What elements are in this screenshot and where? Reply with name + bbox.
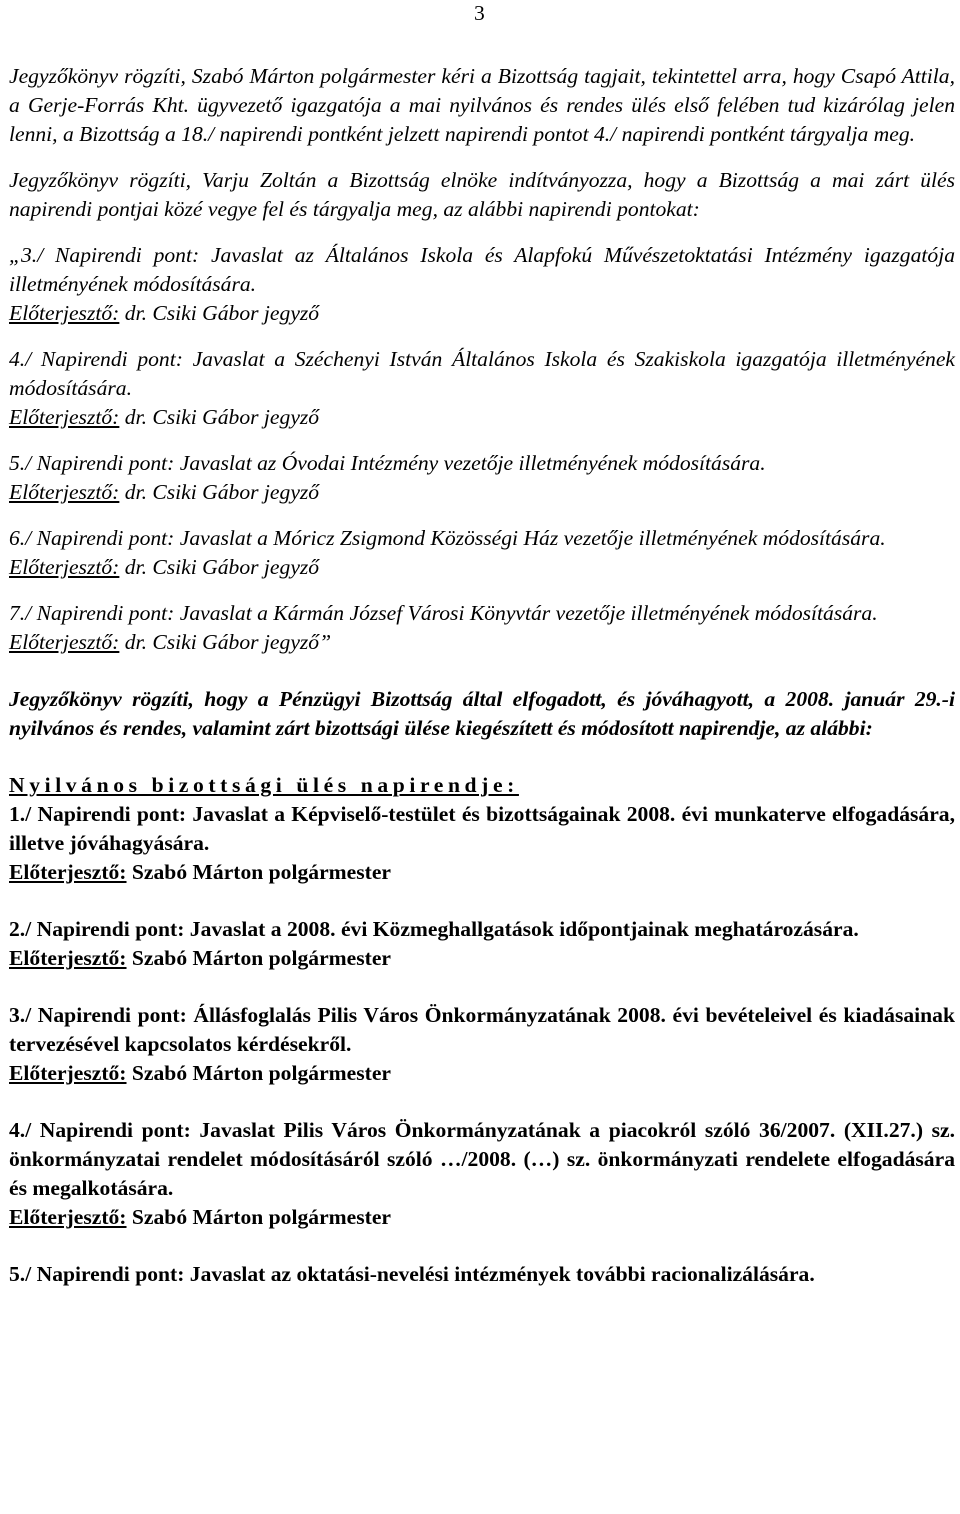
closed-item-text: 7./ Napirendi pont: Javaslat a Kármán József Városi Könyvtár vezetője illetményének módosítására. bbox=[9, 601, 878, 625]
presenter-label: Előterjesztő: bbox=[9, 946, 127, 970]
presenter-label: Előterjesztő: bbox=[9, 1205, 127, 1229]
public-heading-text: Nyilvános bizottsági ülés napirendje: bbox=[9, 773, 519, 797]
closed-item-presenter bbox=[9, 299, 955, 328]
public-item-2 bbox=[9, 915, 955, 973]
presenter-name: Szabó Márton polgármester bbox=[126, 1205, 391, 1229]
public-item-text: 2./ Napirendi pont: Javaslat a 2008. évi Közmeghallgatások időpontjainak meghatározására. bbox=[9, 917, 859, 941]
document-body bbox=[9, 62, 955, 1289]
presenter-name: dr. Csiki Gábor jegyző bbox=[119, 301, 320, 325]
closed-item-presenter bbox=[9, 403, 955, 432]
intro-paragraph-2: Jegyzőkönyv rögzíti, Varju Zoltán a Bizottság elnöke indítványozza, hogy a Bizottság a mai zárt ülés napirendi pontjai közé vegye fel és tárgyalja meg, az alábbi napirendi pontokat: bbox=[9, 168, 955, 221]
presenter-label: Előterjesztő: bbox=[9, 860, 127, 884]
closed-item-1 bbox=[9, 241, 955, 328]
presenter-name: Szabó Márton polgármester bbox=[126, 1061, 391, 1085]
intro-paragraph-1: Jegyzőkönyv rögzíti, Szabó Márton polgármester kéri a Bizottság tagjait, tekintettel arra, hogy Csapó Attila, a Gerje-Forrás Kht. ügyvezető igazgatója a mai nyilvános és rendes ülés első felében tud kizárólag jelen lenni, a Bizottság a 18./ napirendi pontként jelzett napirendi pontot 4./ napirendi pontként tárgyalja meg. bbox=[9, 64, 955, 146]
public-item-text: 5./ Napirendi pont: Javaslat az oktatási-nevelési intézmények további racionalizálására. bbox=[9, 1262, 815, 1286]
presenter-name: dr. Csiki Gábor jegyző” bbox=[119, 630, 332, 654]
public-item-5 bbox=[9, 1260, 955, 1289]
closed-item-text: „3./ Napirendi pont: Javaslat az Általános Iskola és Alapfokú Művészetoktatási Intézmény igazgatója illetményének módosítására. bbox=[9, 243, 955, 296]
presenter-name: Szabó Márton polgármester bbox=[126, 946, 391, 970]
public-item-text: 1./ Napirendi pont: Javaslat a Képviselő-testület és bizottságainak 2008. évi munkaterve elfogadására, illetve jóváhagyására. bbox=[9, 802, 955, 855]
presenter-label: Előterjesztő: bbox=[9, 480, 120, 504]
public-item-presenter bbox=[9, 1203, 955, 1232]
presenter-name: dr. Csiki Gábor jegyző bbox=[119, 405, 320, 429]
public-item-presenter bbox=[9, 858, 955, 887]
presenter-label: Előterjesztő: bbox=[9, 405, 120, 429]
page-number: 3 bbox=[474, 1, 485, 25]
closed-item-3 bbox=[9, 449, 955, 507]
closed-item-2 bbox=[9, 345, 955, 432]
presenter-label: Előterjesztő: bbox=[9, 630, 120, 654]
public-item-presenter bbox=[9, 1059, 955, 1088]
public-item-text: 4./ Napirendi pont: Javaslat Pilis Város Önkormányzatának a piacokról szóló 36/2007. (XII.27.) sz. önkormányzatai rendelet módosításáról szóló …/2008. (…) sz. önkormányzati rendelete elfogadására és megalkotására. bbox=[9, 1118, 955, 1200]
closed-item-4 bbox=[9, 524, 955, 582]
public-item-text: 3./ Napirendi pont: Állásfoglalás Pilis Város Önkormányzatának 2008. évi bevételeivel és kiadásainak tervezésével kapcsolatos kérdésekről. bbox=[9, 1003, 955, 1056]
public-item-presenter bbox=[9, 944, 955, 973]
closed-item-presenter bbox=[9, 628, 955, 657]
summary-paragraph: Jegyzőkönyv rögzíti, hogy a Pénzügyi Bizottság által elfogadott, és jóváhagyott, a 2008. január 29.-i nyilvános és rendes, valamint zárt bizottsági ülése kiegészített és módosított napirendje, az alábbi: bbox=[9, 687, 955, 740]
closed-item-presenter bbox=[9, 553, 955, 582]
closed-item-5 bbox=[9, 599, 955, 657]
public-item-3 bbox=[9, 1001, 955, 1088]
closed-item-text: 4./ Napirendi pont: Javaslat a Széchenyi István Általános Iskola és Szakiskola igazgatója illetményének módosítására. bbox=[9, 347, 955, 400]
presenter-label: Előterjesztő: bbox=[9, 1061, 127, 1085]
public-item-1 bbox=[9, 800, 955, 887]
presenter-name: dr. Csiki Gábor jegyző bbox=[119, 480, 320, 504]
presenter-label: Előterjesztő: bbox=[9, 555, 120, 579]
closed-item-text: 6./ Napirendi pont: Javaslat a Móricz Zsigmond Közösségi Ház vezetője illetményének módosítására. bbox=[9, 526, 886, 550]
public-agenda-heading bbox=[9, 771, 955, 800]
presenter-name: Szabó Márton polgármester bbox=[126, 860, 391, 884]
presenter-name: dr. Csiki Gábor jegyző bbox=[119, 555, 320, 579]
presenter-label: Előterjesztő: bbox=[9, 301, 120, 325]
closed-item-presenter bbox=[9, 478, 955, 507]
closed-item-text: 5./ Napirendi pont: Javaslat az Óvodai Intézmény vezetője illetményének módosítására. bbox=[9, 451, 766, 475]
public-item-4 bbox=[9, 1116, 955, 1232]
